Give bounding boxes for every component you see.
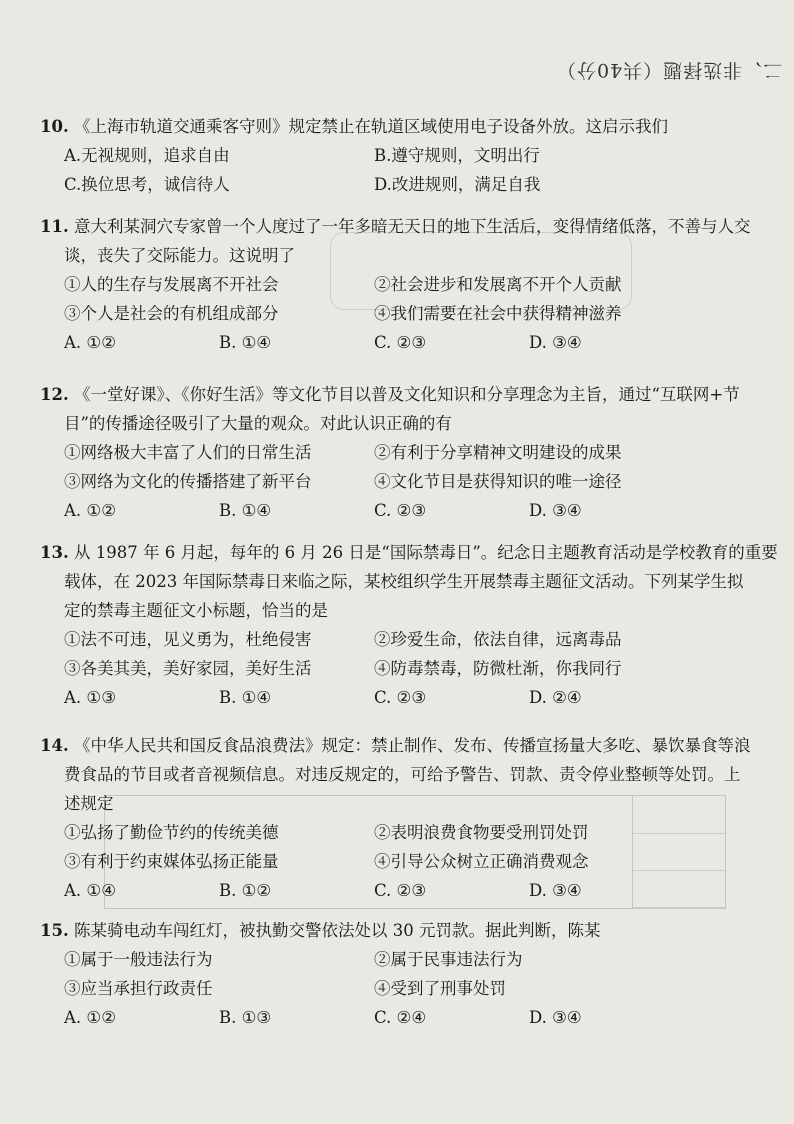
- statement-4: ④防毒禁毒，防微杜渐，你我同行: [374, 659, 622, 678]
- question-stem-cont: 载体，在 2023 年国际禁毒日来临之际，某校组织学生开展禁毒主题征文活动。下列某学生拟: [64, 572, 744, 591]
- question-stem: 陈某骑电动车闯红灯，被执勤交警依法处以 30 元罚款。据此判断，陈某: [73, 921, 601, 940]
- statement-4: ④我们需要在社会中获得精神滋养: [374, 304, 622, 323]
- answer-a[interactable]: A. ①④: [64, 881, 116, 900]
- question-stem: 《中华人民共和国反食品浪费法》规定：禁止制作、发布、传播宣扬量大多吃、暴饮暴食等浪: [73, 736, 751, 755]
- answer-b[interactable]: B. ①④: [219, 333, 272, 352]
- statement-3: ③网络为文化的传播搭建了新平台: [64, 472, 312, 491]
- statement-2: ②属于民事违法行为: [374, 950, 523, 969]
- answer-b[interactable]: B. ①④: [219, 501, 272, 520]
- answer-b[interactable]: B. ①④: [219, 688, 272, 707]
- statement-4: ④受到了刑事处罚: [374, 979, 506, 998]
- option-d[interactable]: D.改进规则，满足自我: [374, 175, 541, 194]
- answer-d[interactable]: D. ③④: [529, 333, 582, 352]
- question-11: [40, 212, 780, 357]
- answer-a[interactable]: A. ①②: [64, 333, 116, 352]
- question-stem-cont: 述规定: [64, 794, 114, 813]
- statement-4: ④引导公众树立正确消费观念: [374, 852, 589, 871]
- option-b[interactable]: B.遵守规则，文明出行: [374, 146, 540, 165]
- question-stem-cont: 定的禁毒主题征文小标题，恰当的是: [64, 601, 328, 620]
- answer-d[interactable]: D. ③④: [529, 1008, 582, 1027]
- answer-a[interactable]: A. ①②: [64, 1008, 116, 1027]
- question-number: 11.: [40, 217, 69, 236]
- section-header-bleedthrough: 二、非选择题（共40分）: [555, 59, 782, 81]
- answer-d[interactable]: D. ②④: [529, 688, 582, 707]
- answer-d[interactable]: D. ③④: [529, 881, 582, 900]
- question-number: 10.: [40, 117, 69, 136]
- statement-3: ③各美其美，美好家园，美好生活: [64, 659, 312, 678]
- option-a[interactable]: A.无视规则，追求自由: [64, 146, 230, 165]
- answer-a[interactable]: A. ①②: [64, 501, 116, 520]
- question-13: [40, 538, 780, 712]
- answer-b[interactable]: B. ①③: [219, 1008, 272, 1027]
- question-stem: 从 1987 年 6 月起，每年的 6 月 26 日是“国际禁毒日”。纪念日主题教育活动是学校教育的重要: [73, 543, 778, 562]
- question-stem-cont: 谈，丧失了交际能力。这说明了: [64, 246, 295, 265]
- answer-c[interactable]: C. ②③: [374, 881, 427, 900]
- answer-d[interactable]: D. ③④: [529, 501, 582, 520]
- question-stem: 意大利某洞穴专家曾一个人度过了一年多暗无天日的地下生活后，变得情绪低落，不善与人交: [73, 217, 751, 236]
- question-stem: 《上海市轨道交通乘客守则》规定禁止在轨道区域使用电子设备外放。这启示我们: [73, 117, 668, 136]
- question-10: [40, 112, 780, 199]
- statement-2: ②表明浪费食物要受刑罚处罚: [374, 823, 589, 842]
- question-number: 14.: [40, 736, 69, 755]
- question-15: [40, 916, 780, 1032]
- option-c[interactable]: C.换位思考，诚信待人: [64, 175, 230, 194]
- statement-1: ①网络极大丰富了人们的日常生活: [64, 443, 312, 462]
- question-stem-cont: 目”的传播途径吸引了大量的观众。对此认识正确的有: [64, 414, 452, 433]
- statement-1: ①属于一般违法行为: [64, 950, 213, 969]
- statement-3: ③有利于约束媒体弘扬正能量: [64, 852, 279, 871]
- question-14: [40, 731, 780, 905]
- answer-c[interactable]: C. ②④: [374, 1008, 427, 1027]
- statement-2: ②珍爱生命，依法自律，远离毒品: [374, 630, 622, 649]
- statement-1: ①弘扬了勤俭节约的传统美德: [64, 823, 279, 842]
- question-stem: 《一堂好课》、《你好生活》等文化节目以普及文化知识和分享理念为主旨，通过“互联网+节: [73, 385, 740, 404]
- question-stem-cont: 费食品的节目或者音视频信息。对违反规定的，可给予警告、罚款、责令停业整顿等处罚。上: [64, 765, 741, 784]
- answer-b[interactable]: B. ①②: [219, 881, 272, 900]
- answer-a[interactable]: A. ①③: [64, 688, 116, 707]
- statement-3: ③应当承担行政责任: [64, 979, 213, 998]
- statement-3: ③个人是社会的有机组成部分: [64, 304, 279, 323]
- statement-1: ①人的生存与发展离不开社会: [64, 275, 279, 294]
- statement-4: ④文化节目是获得知识的唯一途径: [374, 472, 622, 491]
- answer-c[interactable]: C. ②③: [374, 501, 427, 520]
- statement-1: ①法不可违，见义勇为，杜绝侵害: [64, 630, 312, 649]
- question-number: 15.: [40, 921, 69, 940]
- question-number: 12.: [40, 385, 69, 404]
- answer-c[interactable]: C. ②③: [374, 688, 427, 707]
- question-12: [40, 380, 780, 525]
- statement-2: ②社会进步和发展离不开个人贡献: [374, 275, 622, 294]
- answer-c[interactable]: C. ②③: [374, 333, 427, 352]
- statement-2: ②有利于分享精神文明建设的成果: [374, 443, 622, 462]
- question-number: 13.: [40, 543, 69, 562]
